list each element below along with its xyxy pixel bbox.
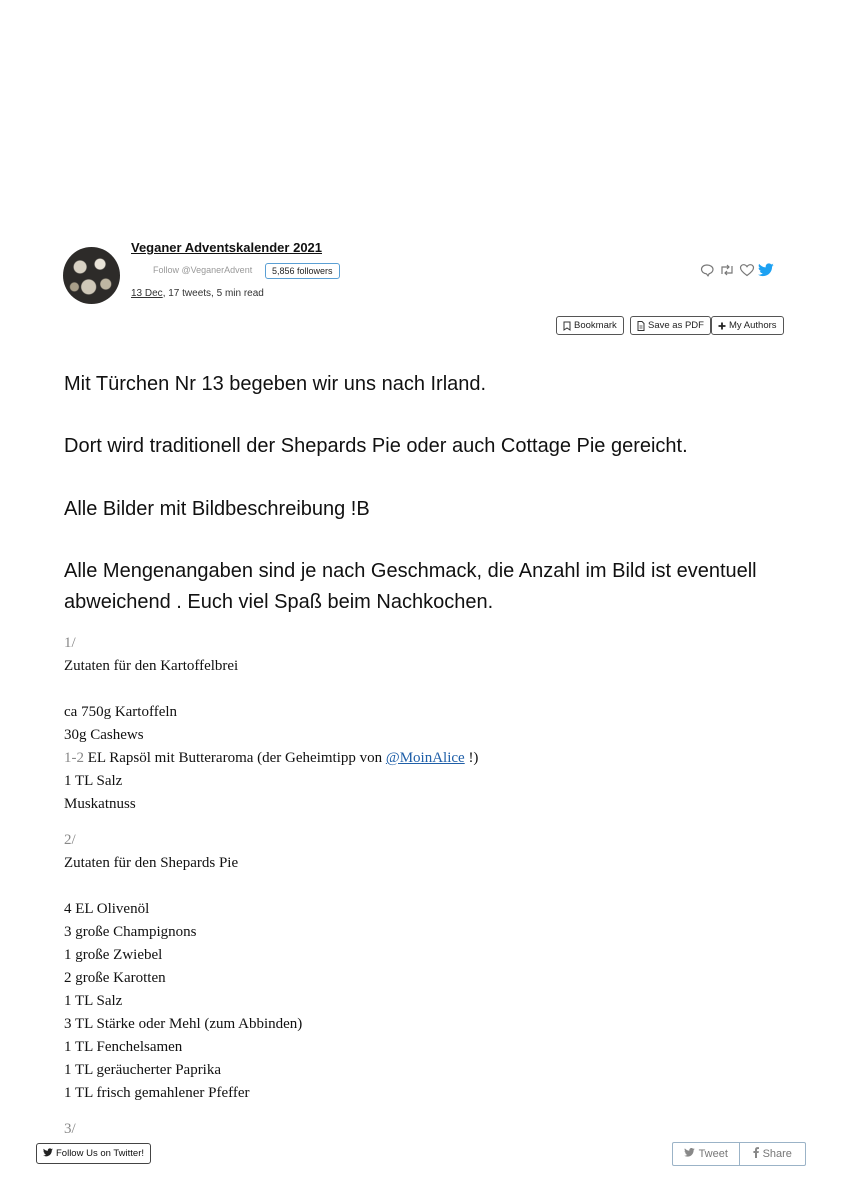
- twitter-bird-icon: [684, 1148, 695, 1160]
- intro-paragraph-4: Alle Mengenangaben sind je nach Geschmack, die Anzahl im Bild ist eventuell abweichend . Euch viel Spaß beim Nachkochen.: [64, 560, 757, 613]
- ingredient-line: 1 TL Salz: [64, 773, 123, 789]
- ingredient-line: 1 TL Salz: [64, 993, 123, 1009]
- ingredient-line: 1 TL frisch gemahlener Pfeffer: [64, 1085, 250, 1101]
- follow-us-on-twitter-button[interactable]: [36, 1143, 151, 1164]
- like-icon[interactable]: [739, 263, 755, 277]
- ingredient-line: 3 TL Stärke oder Mehl (zum Abbinden): [64, 1016, 303, 1032]
- tweet-label: Tweet: [698, 1148, 728, 1160]
- ingredient-line: 1-2 EL Rapsöl mit Butteraroma (der Geheimtipp von @MoinAlice !): [64, 750, 479, 766]
- tweet-heading: Zutaten für den Kartoffelbrei: [64, 658, 239, 674]
- tweet-number: 3/: [64, 1121, 76, 1137]
- twitter-bird-icon: [43, 1148, 53, 1160]
- share-label: Share: [762, 1148, 792, 1160]
- tweet-actions: [699, 262, 774, 278]
- followers-count-badge: 5,856 followers: [265, 263, 340, 279]
- save-as-pdf-button[interactable]: [630, 316, 711, 335]
- save-as-pdf-label: Save as PDF: [648, 320, 704, 331]
- follow-author-link[interactable]: Follow @VeganerAdvent: [153, 265, 253, 275]
- thread-date-link[interactable]: 13 Dec: [131, 288, 163, 299]
- author-avatar[interactable]: [63, 247, 120, 304]
- intro-paragraph-2: Dort wird traditionell der Shepards Pie oder auch Cottage Pie gereicht.: [64, 435, 688, 457]
- my-authors-label: My Authors: [729, 320, 777, 331]
- twitter-bird-icon[interactable]: [758, 263, 774, 277]
- bookmark-label: Bookmark: [574, 320, 617, 331]
- bookmark-button[interactable]: [556, 316, 624, 335]
- ingredient-line: 1 große Zwiebel: [64, 947, 163, 963]
- ingredient-line: 2 große Karotten: [64, 970, 166, 986]
- ingredient-line: 30g Cashews: [64, 727, 144, 743]
- intro-paragraph-3: Alle Bilder mit Bildbeschreibung !B: [64, 498, 370, 520]
- facebook-share-button[interactable]: [739, 1143, 806, 1165]
- ingredient-line: ca 750g Kartoffeln: [64, 704, 178, 720]
- tweet-2: [64, 829, 804, 1105]
- ingredient-line: 4 EL Olivenöl: [64, 901, 150, 917]
- my-authors-button[interactable]: [711, 316, 784, 335]
- ingredient-line: Muskatnuss: [64, 796, 136, 812]
- tweet-share-button[interactable]: [673, 1143, 739, 1165]
- retweet-icon[interactable]: [718, 263, 736, 277]
- thread-meta: [131, 288, 264, 299]
- ingredient-line: 1 TL geräucherter Paprika: [64, 1062, 222, 1078]
- bookmark-icon: [563, 321, 571, 331]
- ingredient-line: 3 große Champignons: [64, 924, 197, 940]
- mention-link[interactable]: @MoinAlice: [385, 750, 465, 766]
- pdf-file-icon: [637, 321, 645, 331]
- ingredient-line: 1 TL Fenchelsamen: [64, 1039, 183, 1055]
- tweet-number: 2/: [64, 832, 76, 848]
- tweet-1: [64, 632, 804, 816]
- author-name-link[interactable]: Veganer Adventskalender 2021: [131, 240, 323, 255]
- follow-us-label: Follow Us on Twitter!: [56, 1148, 144, 1159]
- reply-icon[interactable]: [699, 263, 715, 277]
- thread-meta-details: , 17 tweets, 5 min read: [162, 288, 264, 299]
- share-buttons: [672, 1142, 806, 1166]
- facebook-icon: [753, 1147, 759, 1161]
- tweet-3: [64, 1118, 76, 1141]
- plus-icon: [718, 322, 726, 330]
- tweet-number: 1/: [64, 635, 76, 651]
- intro-paragraph-1: Mit Türchen Nr 13 begeben wir uns nach Irland.: [64, 373, 487, 395]
- tweet-heading: Zutaten für den Shepards Pie: [64, 855, 239, 871]
